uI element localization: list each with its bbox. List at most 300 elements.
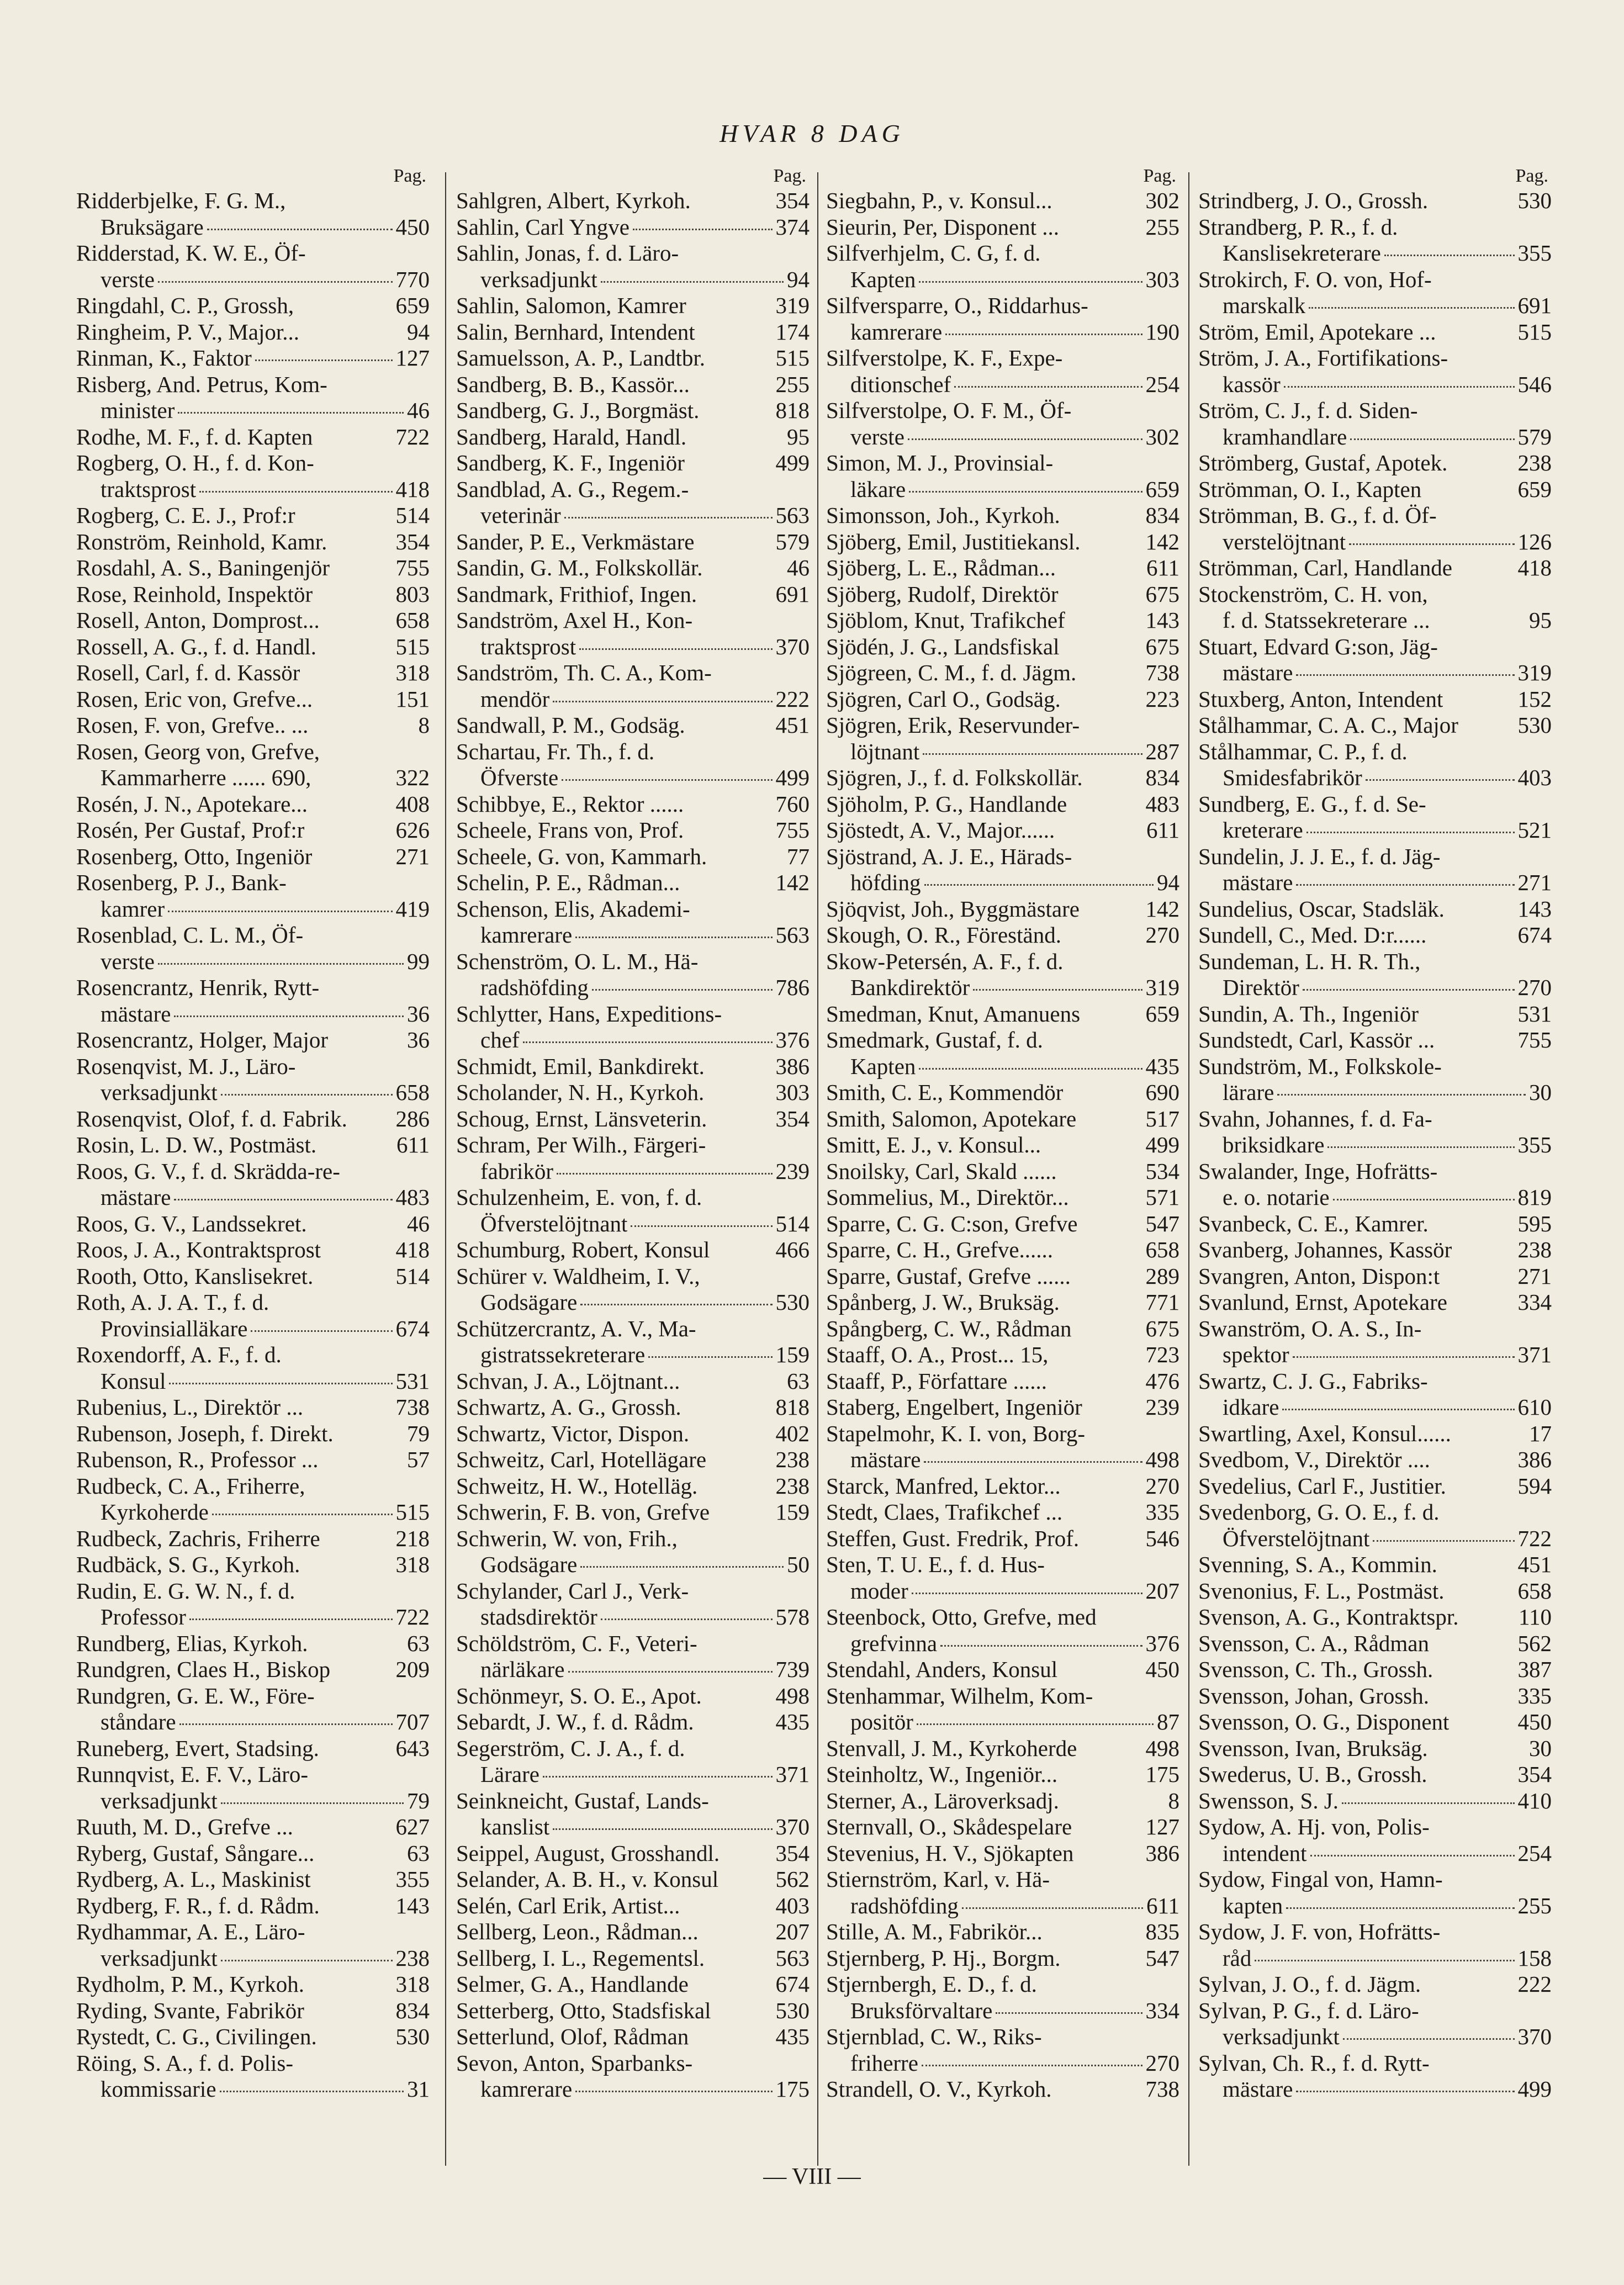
entry-name: Rogberg, O. H., f. d. Kon- xyxy=(76,450,314,475)
page-ref: 408 xyxy=(395,791,430,817)
page-ref: 803 xyxy=(395,581,430,607)
index-entry-continuation xyxy=(1198,1840,1552,1867)
page-ref: 239 xyxy=(1145,1394,1179,1420)
page-ref: 498 xyxy=(1145,1447,1179,1472)
entry-name: Sellberg, Leon., Rådman... xyxy=(456,1919,699,1944)
index-entry xyxy=(826,896,1179,923)
page-ref: 46 xyxy=(787,555,810,580)
page-ref: 371 xyxy=(775,1762,810,1787)
index-entry xyxy=(826,1762,1179,1788)
entry-name: Sjögreen, C. M., f. d. Jägm. xyxy=(826,660,1077,685)
entry-name: Sandblad, A. G., Regem.- xyxy=(456,476,689,502)
index-entry-continuation xyxy=(76,949,430,975)
page-ref: 627 xyxy=(395,1814,430,1839)
page-ref: 626 xyxy=(395,817,430,843)
index-entry-continuation xyxy=(1198,1080,1552,1106)
entry-name: friherre xyxy=(850,2050,918,2076)
dot-leader xyxy=(158,281,393,283)
entry-name: idkare xyxy=(1223,1394,1279,1420)
page-ref: 94 xyxy=(787,266,810,292)
entry-name: Stenvall, J. M., Kyrkoherde xyxy=(826,1735,1077,1761)
entry-name: Rundgren, Claes H., Biskop xyxy=(76,1657,331,1682)
index-entry-continuation xyxy=(456,975,810,1001)
page-ref: 143 xyxy=(395,1892,430,1918)
page-ref: 691 xyxy=(1517,293,1552,318)
entry-name: Schlytter, Hans, Expeditions- xyxy=(456,1001,722,1027)
index-entry xyxy=(76,1552,430,1578)
index-entry xyxy=(1198,739,1552,765)
entry-name: Kapten xyxy=(850,266,916,292)
entry-name: Stiernström, Karl, v. Hä- xyxy=(826,1866,1050,1892)
index-entry xyxy=(456,214,810,241)
page-ref: 514 xyxy=(395,1263,430,1289)
pag-label: Pag. xyxy=(1143,166,1176,186)
page-ref: 355 xyxy=(1517,1132,1552,1157)
entry-name: Rydberg, A. L., Maskinist xyxy=(76,1866,311,1892)
index-entry xyxy=(456,1788,810,1815)
index-entry xyxy=(826,1788,1179,1815)
entry-name: Stjernblad, C. W., Riks- xyxy=(826,2024,1042,2049)
entry-name: Svensson, Johan, Grossh. xyxy=(1198,1683,1429,1709)
entry-name: Sieurin, Per, Disponent ... xyxy=(826,214,1059,240)
entry-name: Rydholm, P. M., Kyrkoh. xyxy=(76,1971,304,1997)
dot-leader xyxy=(212,1514,393,1515)
dot-leader xyxy=(996,2012,1142,2014)
page-ref: 238 xyxy=(775,1473,810,1499)
entry-name: Rose, Reinhold, Inspektör xyxy=(76,581,313,607)
index-entry xyxy=(76,1263,430,1290)
page-ref: 287 xyxy=(1145,738,1179,764)
entry-name: Spångberg, C. W., Rådman xyxy=(826,1315,1072,1341)
index-entry-continuation xyxy=(826,267,1179,293)
dot-leader xyxy=(580,1304,772,1305)
page-ref: 498 xyxy=(1145,1735,1179,1761)
dot-leader xyxy=(255,359,393,361)
page-ref: 530 xyxy=(1517,712,1552,738)
page-ref: 594 xyxy=(1517,1473,1552,1499)
dot-leader xyxy=(168,911,392,912)
page-ref: 738 xyxy=(1145,2076,1179,2102)
dot-leader xyxy=(221,1802,404,1804)
entry-name: Rudbäck, S. G., Kyrkoh. xyxy=(76,1552,300,1577)
entry-name: Sundberg, E. G., f. d. Se- xyxy=(1198,791,1426,817)
entry-name: Sandberg, Harald, Handl. xyxy=(456,424,687,449)
page-ref: 159 xyxy=(775,1499,810,1525)
entry-name: Rudbeck, C. A., Friherre, xyxy=(76,1473,305,1499)
entry-name: Strindberg, J. O., Grossh. xyxy=(1198,188,1429,213)
index-entry xyxy=(456,660,810,686)
entry-name: Seippel, August, Grosshandl. xyxy=(456,1840,720,1866)
entry-name: veterinär xyxy=(480,503,561,528)
index-entry xyxy=(456,1840,810,1867)
page-ref: 30 xyxy=(1529,1735,1552,1761)
page-ref: 515 xyxy=(395,1499,430,1525)
entry-name: Schylander, Carl J., Verk- xyxy=(456,1578,689,1604)
entry-name: Roos, G. V., Landssekret. xyxy=(76,1210,307,1236)
entry-name: Steinholtz, W., Ingeniör... xyxy=(826,1762,1058,1787)
entry-name: Silfverstolpe, O. F. M., Öf- xyxy=(826,398,1072,423)
dot-leader xyxy=(912,1593,1142,1594)
page-ref: 755 xyxy=(395,555,430,580)
index-entry xyxy=(76,634,430,660)
index-entry xyxy=(76,1447,430,1473)
index-entry xyxy=(826,1683,1179,1710)
page-ref: 579 xyxy=(775,528,810,554)
index-entry xyxy=(456,372,810,398)
page-ref: 159 xyxy=(775,1342,810,1367)
index-entry xyxy=(76,1342,430,1368)
page-ref: 370 xyxy=(775,1814,810,1839)
entry-name: Strömman, Carl, Handlande xyxy=(1198,555,1453,580)
entry-name: Svensson, Ivan, Bruksäg. xyxy=(1198,1735,1428,1761)
entry-name: Ryberg, Gustaf, Sångare... xyxy=(76,1840,315,1866)
page-ref: 546 xyxy=(1145,1525,1179,1551)
index-entry xyxy=(456,844,810,870)
dot-leader xyxy=(251,1330,392,1332)
index-entry xyxy=(1198,1788,1552,1815)
index-entry xyxy=(826,765,1179,791)
entry-name: e. o. notarie xyxy=(1223,1184,1330,1210)
index-entry-continuation xyxy=(76,1945,430,1972)
index-entry xyxy=(76,529,430,556)
entry-name: höfding xyxy=(850,870,921,895)
page-ref: 355 xyxy=(395,1866,430,1892)
page-ref: 239 xyxy=(775,1158,810,1184)
index-entry-continuation xyxy=(1198,975,1552,1001)
index-entry xyxy=(76,1237,430,1263)
dot-leader xyxy=(1303,989,1515,991)
entry-name: kassör xyxy=(1223,371,1281,397)
dot-leader xyxy=(1384,255,1515,256)
entry-name: Sundelin, J. J. E., f. d. Jäg- xyxy=(1198,843,1441,869)
index-entry-continuation xyxy=(76,2076,430,2103)
entry-name: Svahn, Johannes, f. d. Fa- xyxy=(1198,1106,1432,1131)
entry-name: positör xyxy=(850,1709,913,1734)
dot-leader xyxy=(199,491,392,493)
entry-name: Rubenson, R., Professor ... xyxy=(76,1447,319,1472)
entry-name: Öfverstelöjtnant xyxy=(480,1210,628,1236)
page-ref: 498 xyxy=(775,1683,810,1709)
page-ref: 418 xyxy=(395,476,430,502)
page-ref: 410 xyxy=(1517,1787,1552,1813)
page-ref: 834 xyxy=(1145,765,1179,790)
entry-name: Smitt, E. J., v. Konsul... xyxy=(826,1132,1041,1157)
dot-leader xyxy=(557,1173,772,1175)
entry-name: Svensson, C. Th., Grossh. xyxy=(1198,1657,1433,1682)
index-entry xyxy=(1198,1762,1552,1788)
entry-name: Sten, T. U. E., f. d. Hus- xyxy=(826,1552,1045,1577)
page-ref: 57 xyxy=(407,1447,430,1472)
page-ref: 610 xyxy=(1517,1394,1552,1420)
index-entry xyxy=(826,1106,1179,1133)
page-ref: 386 xyxy=(775,1053,810,1079)
dot-leader xyxy=(1255,1960,1514,1961)
entry-name: Sparre, C. H., Grefve...... xyxy=(826,1237,1054,1262)
index-entry xyxy=(456,870,810,896)
page-ref: 563 xyxy=(775,503,810,528)
index-entry xyxy=(76,424,430,451)
index-entry xyxy=(826,2076,1179,2103)
index-entry-continuation xyxy=(456,1814,810,1840)
index-entry xyxy=(826,1736,1179,1762)
index-entry-continuation xyxy=(76,214,430,241)
page-ref: 818 xyxy=(775,1394,810,1420)
entry-name: Ström, C. J., f. d. Siden- xyxy=(1198,398,1418,423)
entry-name: Rosen, Eric von, Grefve... xyxy=(76,686,313,712)
entry-name: Strokirch, F. O. von, Hof- xyxy=(1198,266,1432,292)
index-entry-continuation xyxy=(456,686,810,713)
entry-name: Starck, Manfred, Lektor... xyxy=(826,1473,1061,1499)
index-entry xyxy=(826,293,1179,319)
index-entry xyxy=(826,1211,1179,1237)
entry-name: verksadjunkt xyxy=(100,1080,218,1105)
page-ref: 562 xyxy=(1517,1630,1552,1656)
page-ref: 514 xyxy=(395,503,430,528)
index-entry xyxy=(826,581,1179,608)
entry-name: Steenbock, Otto, Grefve, med xyxy=(826,1604,1097,1630)
entry-name: Lärare xyxy=(480,1762,539,1787)
dot-leader xyxy=(169,1383,392,1384)
index-entry xyxy=(1198,319,1552,346)
index-entry-continuation xyxy=(1198,293,1552,319)
entry-name: Steffen, Gust. Fredrik, Prof. xyxy=(826,1525,1080,1551)
entry-name: ståndare xyxy=(100,1709,176,1734)
entry-name: Schwartz, Victor, Dispon. xyxy=(456,1420,690,1446)
index-entry-continuation xyxy=(76,1499,430,1526)
entry-name: verste xyxy=(100,266,155,292)
entry-name: Öfverstelöjtnant xyxy=(1223,1525,1370,1551)
index-entry xyxy=(76,922,430,949)
index-entry-continuation xyxy=(826,739,1179,765)
entry-name: Rosenqvist, Olof, f. d. Fabrik. xyxy=(76,1106,347,1131)
page-ref: 531 xyxy=(395,1368,430,1394)
page-ref: 521 xyxy=(1517,817,1552,843)
entry-name: Seinkneicht, Gustaf, Lands- xyxy=(456,1787,709,1813)
index-entry xyxy=(76,870,430,896)
page-ref: 190 xyxy=(1145,319,1179,345)
index-entry xyxy=(826,1604,1179,1631)
index-entry xyxy=(76,817,430,844)
page-ref: 270 xyxy=(1145,2050,1179,2076)
entry-name: Sjödén, J. G., Landsfiskal xyxy=(826,633,1060,659)
page-ref: 30 xyxy=(1529,1080,1552,1105)
index-entry xyxy=(76,1159,430,1185)
index-entry xyxy=(76,686,430,713)
entry-name: Rosell, Carl, f. d. Kassör xyxy=(76,660,300,685)
entry-name: verksadjunkt xyxy=(480,266,597,292)
dot-leader xyxy=(962,1907,1143,1909)
page-ref: 270 xyxy=(1517,975,1552,1000)
index-entry xyxy=(1198,1604,1552,1631)
index-entry xyxy=(826,398,1179,424)
index-entry xyxy=(826,712,1179,739)
entry-name: Simonsson, Joh., Kyrkoh. xyxy=(826,503,1060,528)
index-entry-continuation xyxy=(456,503,810,529)
index-entry xyxy=(826,1159,1179,1185)
page-ref: 354 xyxy=(1517,1762,1552,1787)
index-entry xyxy=(1198,1814,1552,1840)
entry-name: Schartau, Fr. Th., f. d. xyxy=(456,738,655,764)
page-ref: 77 xyxy=(787,843,810,869)
entry-name: Schmidt, Emil, Bankdirekt. xyxy=(456,1053,705,1079)
entry-name: Ridderstad, K. W. E., Öf- xyxy=(76,240,306,266)
page-ref: 611 xyxy=(1146,1892,1179,1918)
entry-name: Rooth, Otto, Kanslisekret. xyxy=(76,1263,314,1289)
index-entry xyxy=(456,2050,810,2077)
entry-name: Rundgren, G. E. W., Före- xyxy=(76,1683,315,1709)
index-entry xyxy=(826,345,1179,372)
entry-name: Selander, A. B. H., v. Konsul xyxy=(456,1866,719,1892)
page-ref: 318 xyxy=(395,660,430,685)
entry-name: Ringdahl, C. P., Grossh, xyxy=(76,293,294,318)
index-entry xyxy=(456,529,810,556)
entry-name: Kanslisekreterare xyxy=(1223,240,1381,266)
index-entry-continuation xyxy=(826,1447,1179,1473)
index-entry xyxy=(1198,581,1552,608)
page-ref: 674 xyxy=(775,1971,810,1997)
page-ref: 322 xyxy=(395,765,430,790)
index-entry xyxy=(826,503,1179,529)
page-ref: 371 xyxy=(1517,1342,1552,1367)
entry-name: Stålhammar, C. P., f. d. xyxy=(1198,738,1408,764)
page-ref: 31 xyxy=(407,2076,430,2102)
entry-name: Rogberg, C. E. J., Prof:r xyxy=(76,503,295,528)
entry-name: Schwartz, A. G., Grossh. xyxy=(456,1394,681,1420)
page-ref: 530 xyxy=(1517,188,1552,213)
page-ref: 451 xyxy=(775,712,810,738)
index-entry xyxy=(826,529,1179,556)
page-ref: 354 xyxy=(395,528,430,554)
index-entry xyxy=(1198,1473,1552,1500)
page-ref: 152 xyxy=(1517,686,1552,712)
entry-name: Kapten xyxy=(850,1053,916,1079)
index-entry xyxy=(826,686,1179,713)
entry-name: Skough, O. R., Föreständ. xyxy=(826,922,1061,948)
dot-leader xyxy=(1282,1409,1514,1410)
index-entry xyxy=(1198,477,1552,503)
page-ref: 722 xyxy=(395,424,430,449)
entry-name: Rinman, K., Faktor xyxy=(76,345,252,371)
entry-name: Svanbeck, C. E., Kamrer. xyxy=(1198,1210,1429,1236)
dot-leader xyxy=(631,1225,772,1227)
entry-name: Schelin, P. E., Rådman... xyxy=(456,870,680,895)
entry-name: Roxendorff, A. F., f. d. xyxy=(76,1342,282,1367)
dot-leader xyxy=(648,1356,772,1358)
entry-name: kapten xyxy=(1223,1892,1283,1918)
page-ref: 546 xyxy=(1517,371,1552,397)
entry-name: Sandström, Axel H., Kon- xyxy=(456,607,693,633)
entry-name: Sydow, J. F. von, Hofrätts- xyxy=(1198,1919,1441,1944)
entry-name: Silfverhjelm, C. G, f. d. xyxy=(826,240,1041,266)
entry-name: Svenonius, F. L., Postmäst. xyxy=(1198,1578,1445,1604)
entry-name: Sahlgren, Albert, Kyrkoh. xyxy=(456,188,691,213)
page-ref: 319 xyxy=(1145,975,1179,1000)
index-entry xyxy=(1198,503,1552,529)
entry-name: Schwerin, F. B. von, Grefve xyxy=(456,1499,710,1525)
page-ref: 209 xyxy=(395,1657,430,1682)
page-ref: 158 xyxy=(1517,1945,1552,1971)
entry-name: Rosdahl, A. S., Baningenjör xyxy=(76,555,330,580)
index-entry-continuation xyxy=(1198,870,1552,896)
page-ref: 675 xyxy=(1145,633,1179,659)
entry-name: Stedt, Claes, Trafikchef ... xyxy=(826,1499,1063,1525)
page-ref: 143 xyxy=(1517,896,1552,922)
index-entry xyxy=(76,1814,430,1840)
entry-name: Smedmark, Gustaf, f. d. xyxy=(826,1027,1043,1052)
dot-leader xyxy=(174,1015,404,1017)
page-ref: 515 xyxy=(1517,319,1552,345)
entry-name: Rosén, J. N., Apotekare... xyxy=(76,791,308,817)
entry-name: Sander, P. E., Verkmästare xyxy=(456,528,695,554)
index-entry xyxy=(76,1631,430,1657)
index-entry xyxy=(456,1080,810,1106)
index-entry-continuation xyxy=(1198,1526,1552,1552)
page-ref: 87 xyxy=(1157,1709,1179,1734)
index-entry xyxy=(456,1709,810,1736)
index-entry-continuation xyxy=(456,1027,810,1054)
entry-name: mästare xyxy=(1223,660,1293,685)
entry-name: Stockenström, C. H. von, xyxy=(1198,581,1428,607)
entry-name: Smidesfabrikör xyxy=(1223,765,1362,790)
entry-name: kamrerare xyxy=(480,922,573,948)
index-entry-continuation xyxy=(456,922,810,949)
entry-name: intendent xyxy=(1223,1840,1307,1866)
index-entry xyxy=(76,1132,430,1159)
entry-name: Scheele, Frans von, Prof. xyxy=(456,817,684,843)
entry-name: Sundström, M., Folkskole- xyxy=(1198,1053,1442,1079)
index-entry xyxy=(456,949,810,975)
index-entry-continuation xyxy=(76,1316,430,1342)
index-entry xyxy=(76,1840,430,1867)
index-entry xyxy=(456,817,810,844)
page-ref: 218 xyxy=(395,1525,430,1551)
index-entry-continuation xyxy=(826,1631,1179,1657)
entry-name: Öfverste xyxy=(480,765,559,790)
index-entry xyxy=(76,1998,430,2024)
index-entry xyxy=(1198,1159,1552,1185)
entry-name: kamrerare xyxy=(850,319,943,345)
page-ref: 376 xyxy=(1145,1630,1179,1656)
dot-leader xyxy=(1366,779,1515,781)
index-entry-continuation xyxy=(456,634,810,660)
entry-name: Bruksägare xyxy=(100,214,204,240)
entry-name: Rosenberg, Otto, Ingeniör xyxy=(76,843,313,869)
index-entry-continuation xyxy=(1198,1945,1552,1972)
index-entry-continuation xyxy=(1198,1184,1552,1211)
page-ref: 386 xyxy=(1145,1840,1179,1866)
index-entry xyxy=(76,1054,430,1080)
entry-name: Sundell, C., Med. D:r...... xyxy=(1198,922,1427,948)
entry-name: Rosenblad, C. L. M., Öf- xyxy=(76,922,304,948)
entry-name: kramhandlare xyxy=(1223,424,1347,449)
page-ref: 255 xyxy=(1145,214,1179,240)
index-entry xyxy=(1198,1289,1552,1316)
index-entry xyxy=(826,922,1179,949)
index-entry xyxy=(1198,1106,1552,1133)
page-ref: 760 xyxy=(775,791,810,817)
page-ref: 450 xyxy=(1517,1709,1552,1734)
index-entry xyxy=(76,607,430,634)
page-ref: 419 xyxy=(395,896,430,922)
index-entry-continuation xyxy=(76,1001,430,1028)
index-entry xyxy=(826,240,1179,267)
page-ref: 79 xyxy=(407,1420,430,1446)
index-entry xyxy=(456,1368,810,1395)
entry-name: Svensson, C. A., Rådman xyxy=(1198,1630,1429,1656)
dot-leader xyxy=(1296,2091,1514,2092)
entry-name: Schweitz, Carl, Hotellägare xyxy=(456,1447,707,1472)
entry-name: löjtnant xyxy=(850,738,920,764)
